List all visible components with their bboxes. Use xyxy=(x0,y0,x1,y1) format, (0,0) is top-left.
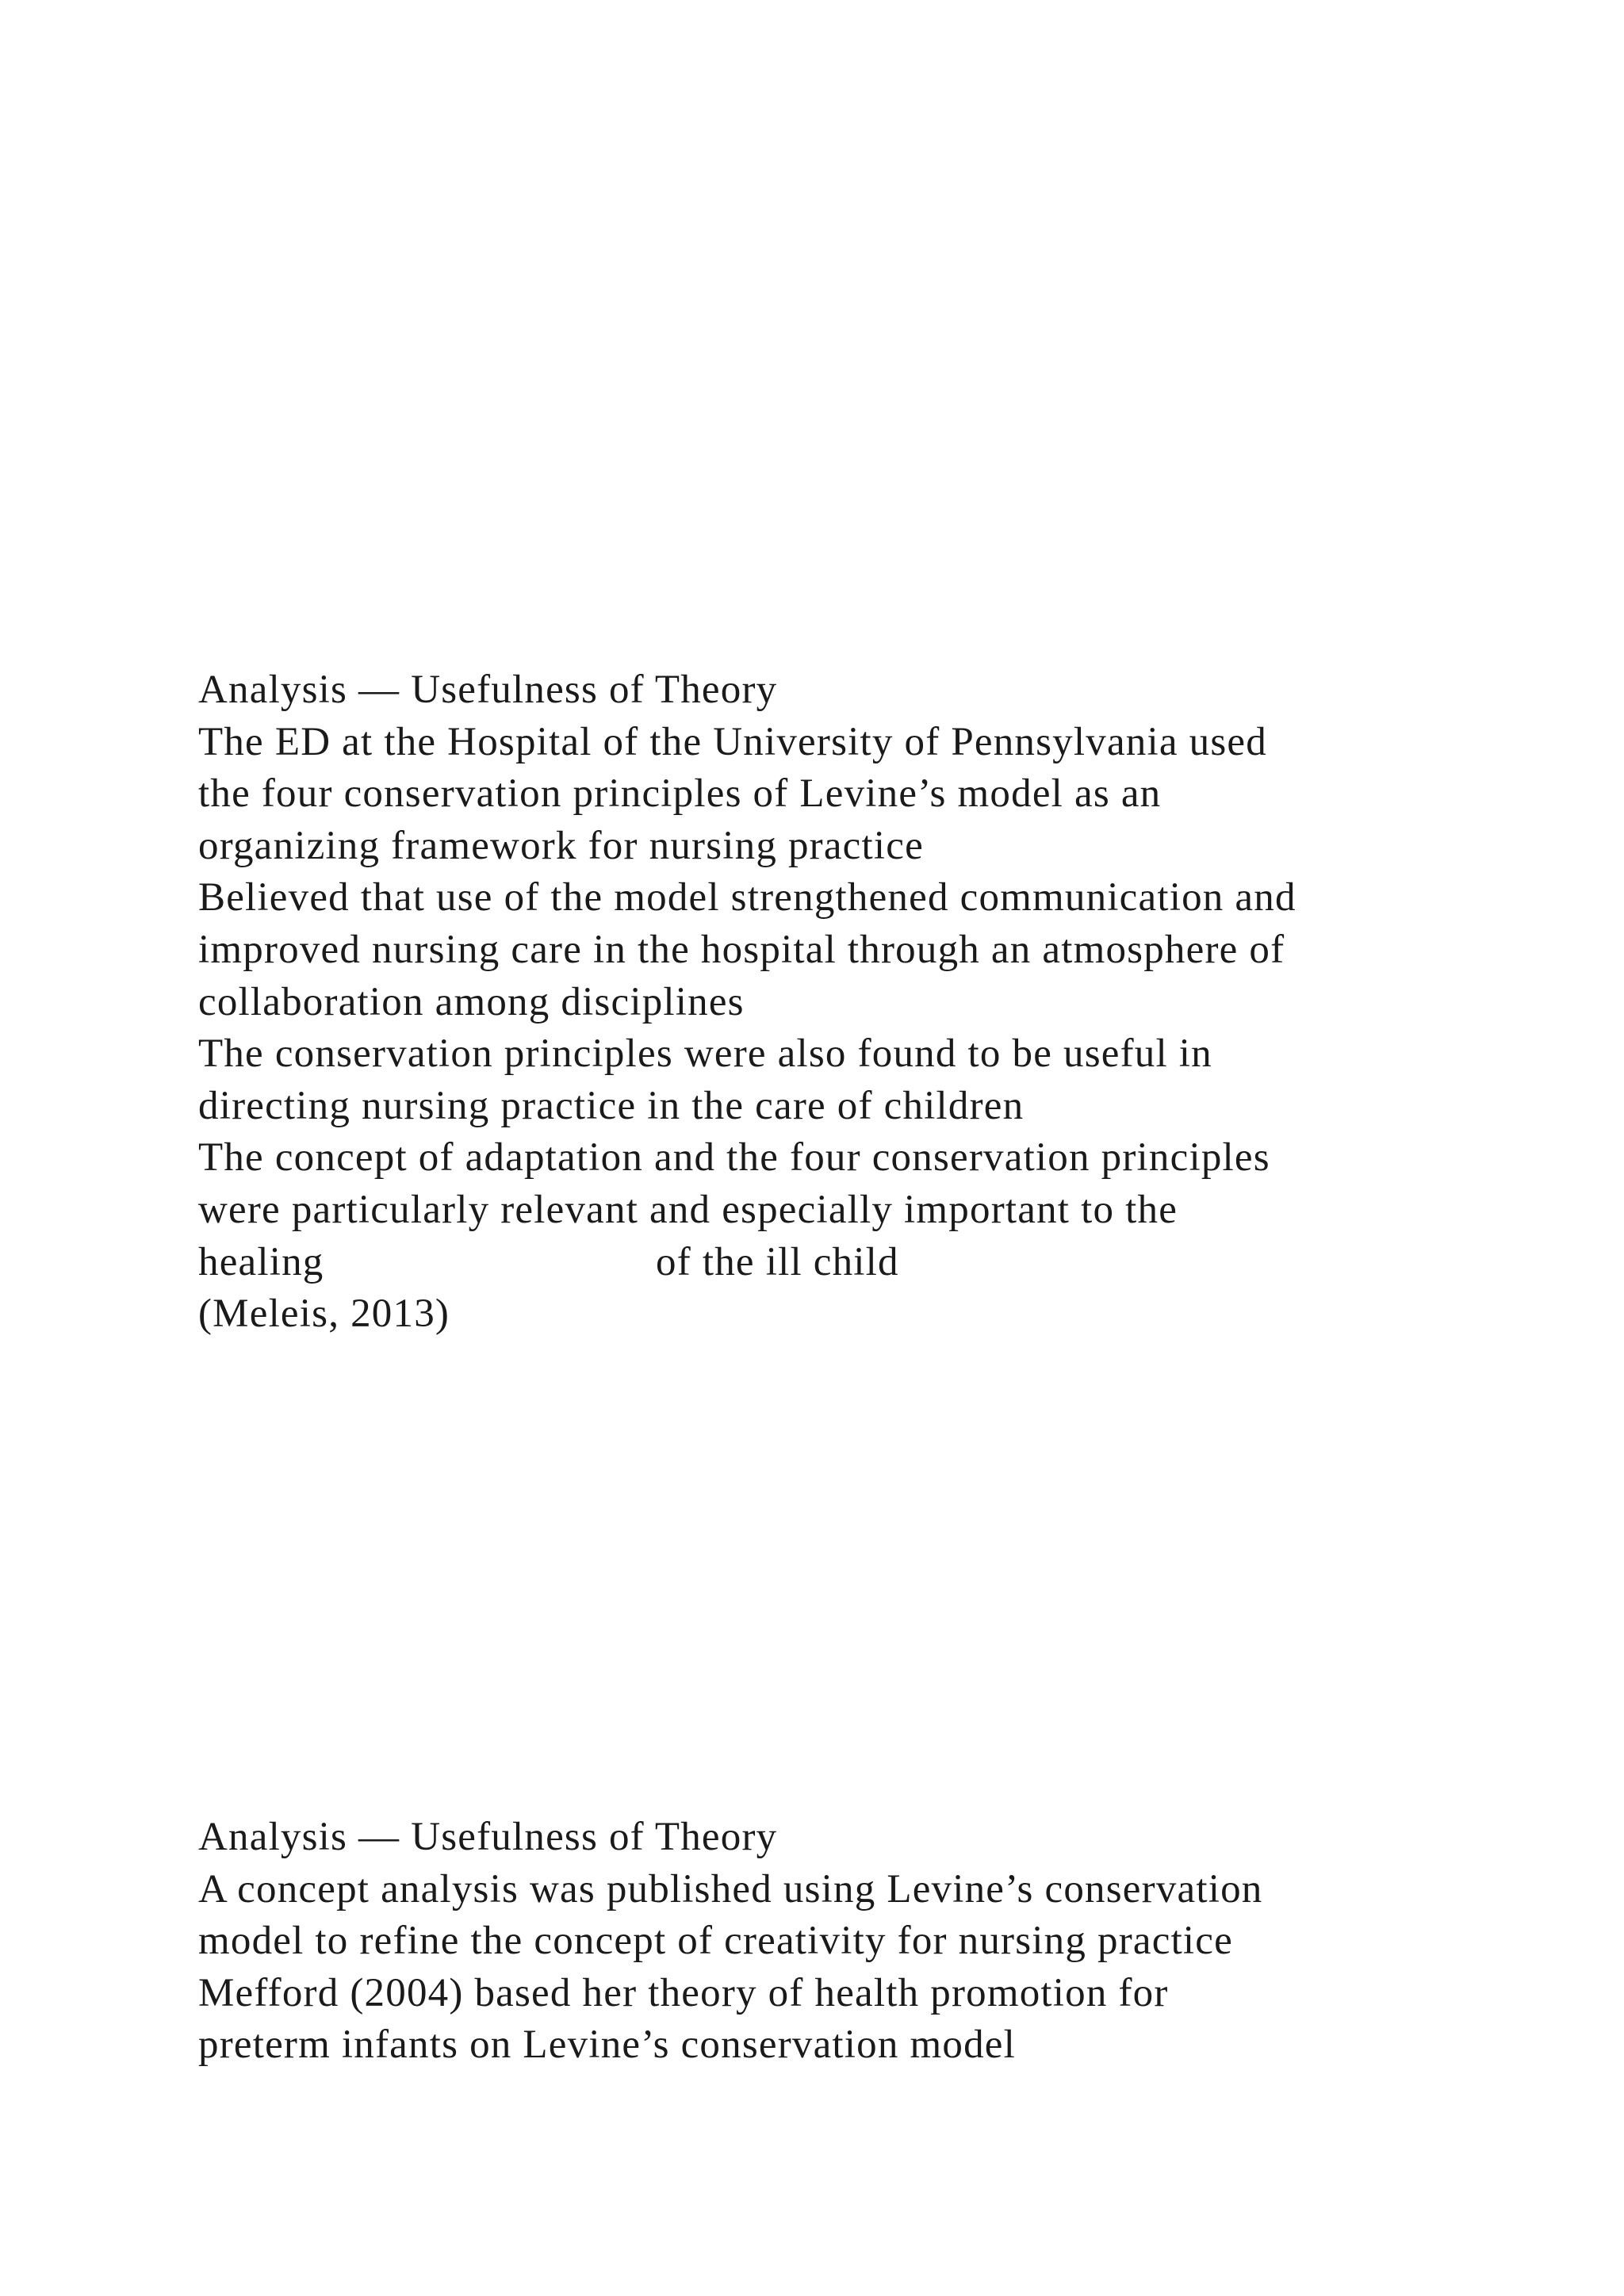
text-line: The concept of adaptation and the four conservation principles xyxy=(198,1135,1270,1181)
citation: (Meleis, 2013) xyxy=(198,1292,450,1337)
text-line: collaboration among disciplines xyxy=(198,979,745,1024)
text-line: preterm infants on Levine’s conservation model xyxy=(198,2022,1016,2068)
text-line: model to refine the concept of creativity for nursing practice xyxy=(198,1919,1233,1964)
text-line: were particularly relevant and especially important to the xyxy=(198,1187,1178,1232)
text-line: The ED at the Hospital of the University of Pennsylvania used xyxy=(198,719,1267,764)
text-line: The conservation principles were also found to be useful in xyxy=(198,1031,1212,1077)
text-line: A concept analysis was published using Levine’s conservation xyxy=(198,1866,1263,1911)
text-line: healing of the ill child xyxy=(198,1239,899,1284)
text-line: improved nursing care in the hospital through an atmosphere of xyxy=(198,927,1285,972)
text-section-2 xyxy=(198,1812,1507,2072)
text-line: organizing framework for nursing practice xyxy=(198,823,924,868)
section-heading: Analysis — Usefulness of Theory xyxy=(198,668,778,712)
text-line: Believed that use of the model strengthened communication and xyxy=(198,875,1297,920)
text-line: the four conservation principles of Levine’s model as an xyxy=(198,771,1162,817)
section-heading: Analysis — Usefulness of Theory xyxy=(198,1815,778,1859)
text-line: directing nursing practice in the care of children xyxy=(198,1083,1025,1128)
text-line: Mefford (2004) based her theory of health promotion for xyxy=(198,1970,1169,2015)
text-section-1 xyxy=(198,664,1507,1341)
